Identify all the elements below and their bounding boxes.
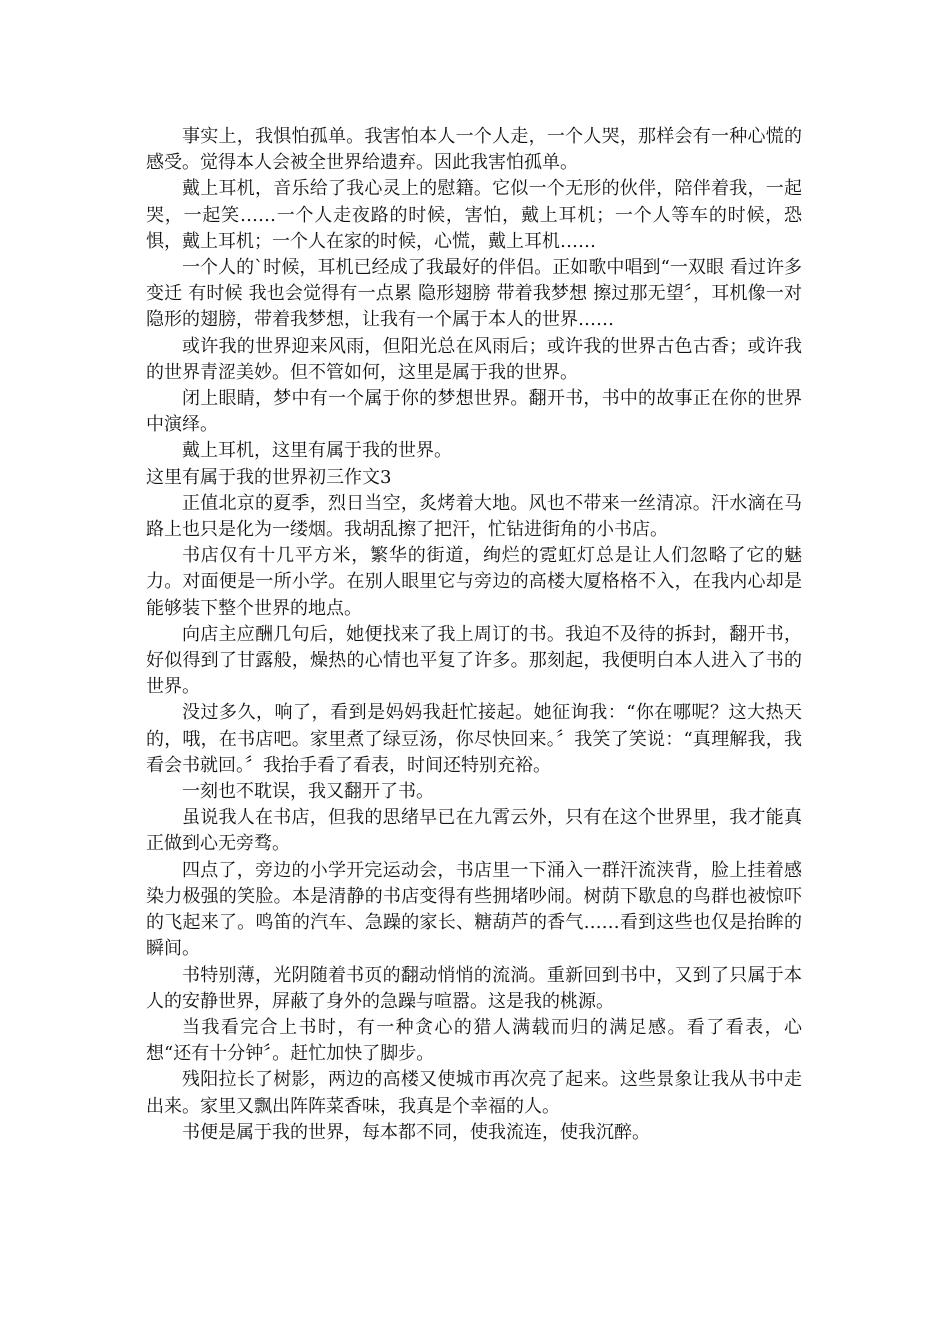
paragraph: 四点了，旁边的小学开完运动会，书店里一下涌入一群汗流浃背，脸上挂着感染力极强的笑脸。本是清静的书店变得有些拥堵吵闹。树荫下歇息的鸟群也被惊吓的飞起来了。鸣笛的汽车、急躁的家长、糖葫芦的香气……看到这些也仅是抬眸的瞬间。 <box>146 859 802 960</box>
paragraph: 一个人的`时候，耳机已经成了我最好的伴侣。正如歌中唱到“一双眼 看过许多变迁 有时候 我也会觉得有一点累 隐形翅膀 带着我梦想 擦过那无望〞，耳机像一对隐形的翅膀，带着我梦想，让我有一个属于本人的世界…… <box>146 257 802 331</box>
paragraph: 没过多久，响了，看到是妈妈我赶忙接起。她征询我：“你在哪呢？这大热天的，哦，在书店吧。家里煮了绿豆汤，你尽快回来。〞我笑了笑说：“真理解我，我看会书就回。〞我抬手看了看表，时间还特别充裕。 <box>146 702 802 776</box>
paragraph: 书店仅有十几平方米，繁华的街道，绚烂的霓虹灯总是让人们忽略了它的魅力。对面便是一所小学。在别人眼里它与旁边的高楼大厦格格不入，在我内心却是能够装下整个世界的地点。 <box>146 545 802 619</box>
paragraph: 闭上眼睛，梦中有一个属于你的梦想世界。翻开书，书中的故事正在你的世界中演绎。 <box>146 388 802 436</box>
paragraph: 事实上，我惧怕孤单。我害怕本人一个人走，一个人哭，那样会有一种心慌的感受。觉得本人会被全世界给遗弃。因此我害怕孤单。 <box>146 126 802 174</box>
paragraph: 或许我的世界迎来风雨，但阳光总在风雨后；或许我的世界古色古香；或许我的世界青涩美妙。但不管如何，这里是属于我的世界。 <box>146 335 802 383</box>
paragraph: 一刻也不耽误，我又翻开了书。 <box>182 781 434 803</box>
paragraph: 戴上耳机，这里有属于我的世界。 <box>182 440 452 462</box>
paragraph: 当我看完合上书时，有一种贪心的猎人满载而归的满足感。看了看表，心想“还有十分钟〞。赶忙加快了脚步。 <box>146 1016 802 1065</box>
paragraph: 残阳拉长了树影，两边的高楼又使城市再次亮了起来。这些景象让我从书中走出来。家里又飘出阵阵菜香味，我真是个幸福的人。 <box>146 1069 802 1117</box>
section-title: 这里有属于我的世界初三作文3 <box>146 466 392 488</box>
document-body <box>146 124 802 1146</box>
paragraph: 书特别薄，光阴随着书页的翻动悄悄的流淌。重新回到书中，又到了只属于本人的安静世界，屏蔽了身外的急躁与喧嚣。这是我的桃源。 <box>146 964 802 1012</box>
paragraph: 虽说我人在书店，但我的思绪早已在九霄云外，只有在这个世界里，我才能真正做到心无旁骛。 <box>146 807 802 855</box>
paragraph: 戴上耳机，音乐给了我心灵上的慰籍。它似一个无形的伙伴，陪伴着我，一起哭，一起笑……一个人走夜路的时候，害怕，戴上耳机；一个人等车的时候，恐惧，戴上耳机；一个人在家的时候，心慌，戴上耳机…… <box>146 178 802 252</box>
paragraph: 向店主应酬几句后，她便找来了我上周订的书。我迫不及待的拆封，翻开书，好似得到了甘露般，燥热的心情也平复了许多。那刻起，我便明白本人进入了书的世界。 <box>146 623 802 698</box>
paragraph: 正值北京的夏季，烈日当空，炙烤着大地。风也不带来一丝清凉。汗水滴在马路上也只是化为一缕烟。我胡乱擦了把汗，忙钻进街角的小书店。 <box>146 492 802 541</box>
paragraph: 书便是属于我的世界，每本都不同，使我流连，使我沉醉。 <box>182 1121 650 1143</box>
